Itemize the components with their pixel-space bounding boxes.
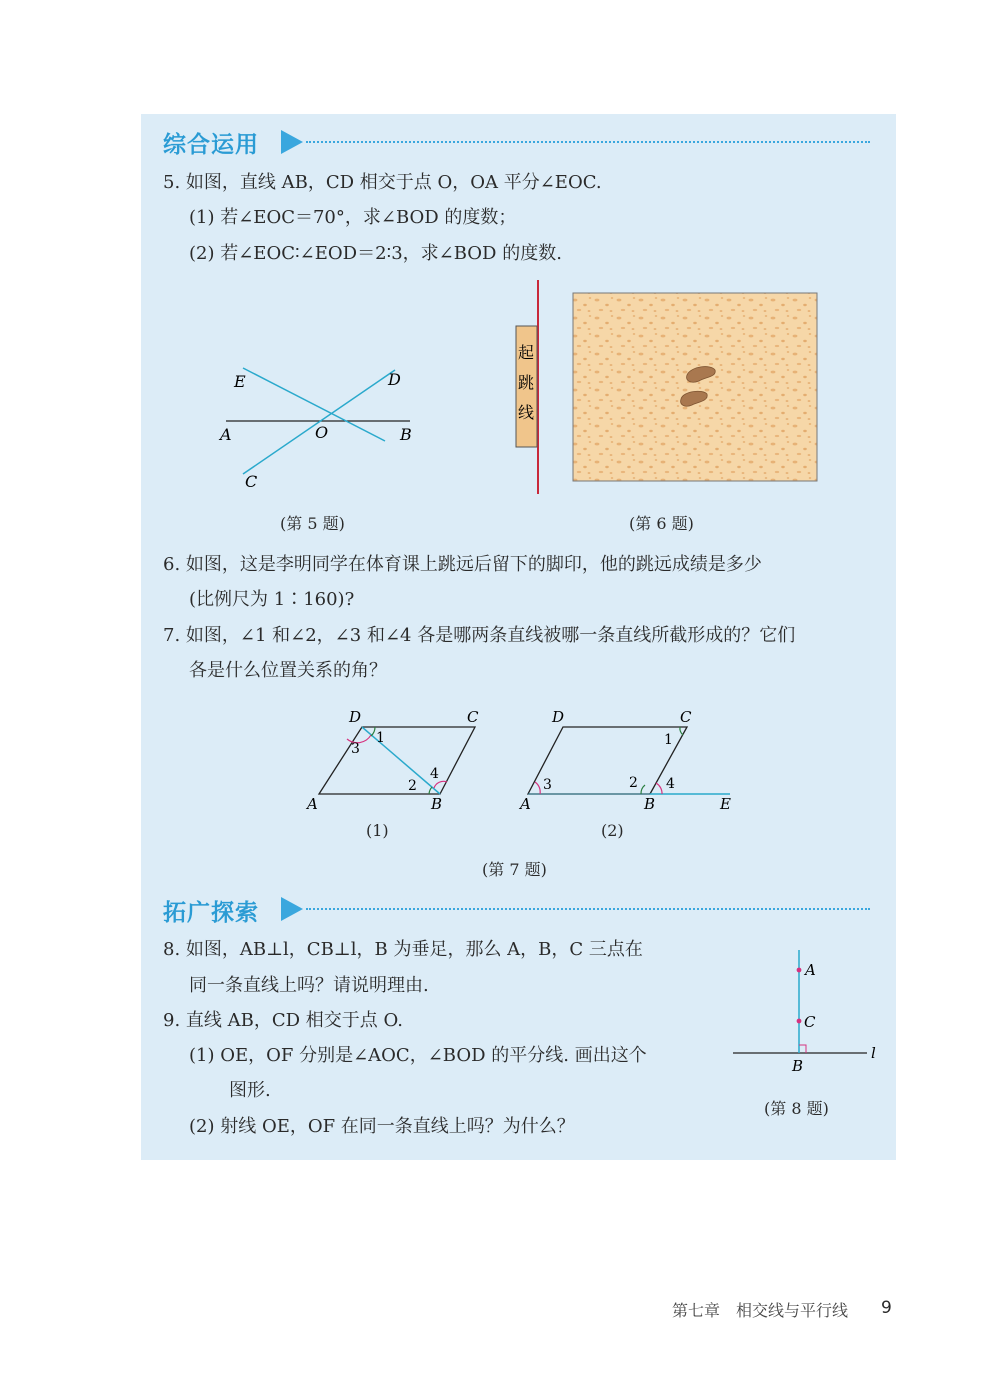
fig8-label-l: l <box>871 1044 876 1062</box>
q9-part1b: 图形. <box>229 1080 271 1101</box>
q6-caption: (第 6 题) <box>629 514 694 533</box>
fig1-angle-3: 3 <box>351 741 360 757</box>
fig8-label-c: C <box>804 1013 816 1031</box>
board-char-1: 起 <box>517 343 535 362</box>
q8-figure <box>725 945 885 1075</box>
fig1-label-c: C <box>467 708 479 726</box>
footer-chapter: 第七章 相交线与平行线 <box>672 1301 849 1320</box>
parallelogram-1 <box>319 727 475 794</box>
q7-figure-2 <box>515 705 740 815</box>
fig2-angle-1: 1 <box>664 732 673 748</box>
fig8-label-a: A <box>805 961 816 979</box>
play-arrow-icon <box>281 130 303 154</box>
right-angle-mark <box>799 1045 806 1053</box>
angle2-arc-2 <box>641 785 645 794</box>
q5-stem: 5. 如图，直线 AB，CD 相交于点 O，OA 平分∠EOC. <box>163 172 602 193</box>
fig2-angle-2: 2 <box>629 775 638 791</box>
fig1-angle-2: 2 <box>408 778 417 794</box>
fig1-label-b: B <box>431 795 443 813</box>
q7-fig1-sub: (1) <box>366 821 389 840</box>
label-b: B <box>400 425 412 444</box>
angle3-arc-2 <box>535 782 540 794</box>
fig1-label-d: D <box>349 708 362 726</box>
board-char-3: 线 <box>517 403 535 422</box>
q9-line1: 9. 直线 AB，CD 相交于点 O. <box>163 1010 403 1031</box>
fig2-angle-4: 4 <box>666 776 675 792</box>
fig2-label-c: C <box>680 708 692 726</box>
q5-part1: (1) 若∠EOC＝70°，求∠BOD 的度数； <box>189 207 517 228</box>
q5-caption: (第 5 题) <box>280 514 345 533</box>
diagonal-db <box>362 727 440 794</box>
angle1-arc <box>371 727 375 736</box>
q8-line2: 同一条直线上吗？请说明理由. <box>189 975 429 996</box>
section-heading-apply: 综合运用 <box>163 132 259 158</box>
fig2-label-b: B <box>644 795 656 813</box>
q6-line2: (比例尺为 1∶160)? <box>189 589 355 610</box>
q6-line1: 6. 如图，这是李明同学在体育课上跳远后留下的脚印，他的跳远成绩是多少 <box>163 554 762 575</box>
point-c <box>797 1019 802 1024</box>
q8-line1: 8. 如图，AB⊥l，CB⊥l，B 为垂足，那么 A，B，C 三点在 <box>163 939 643 960</box>
fig1-angle-4: 4 <box>430 766 439 782</box>
label-e: E <box>234 372 246 391</box>
q7-fig2-sub: (2) <box>601 821 624 840</box>
sand-pit <box>573 293 817 481</box>
dotted-divider <box>306 908 870 910</box>
angle4-arc-2 <box>656 783 662 794</box>
label-d: D <box>388 370 401 389</box>
point-a <box>797 968 802 973</box>
fig8-label-b: B <box>792 1057 804 1075</box>
line-cd <box>243 370 395 474</box>
dotted-divider <box>306 141 870 143</box>
label-a: A <box>220 425 232 444</box>
q6-figure <box>505 278 825 498</box>
q9-part2: (2) 射线 OE，OF 在同一条直线上吗？为什么？ <box>189 1116 575 1137</box>
q5-figure <box>210 360 430 495</box>
fig1-label-a: A <box>307 795 318 813</box>
q5-part2: (2) 若∠EOC∶∠EOD＝2∶3，求∠BOD 的度数. <box>189 243 562 264</box>
q7-line2: 各是什么位置关系的角？ <box>189 660 387 681</box>
angle1-arc-2 <box>680 727 683 735</box>
fig1-angle-1: 1 <box>376 730 385 746</box>
label-c: C <box>245 472 258 491</box>
fig2-angle-3: 3 <box>543 777 552 793</box>
q7-figure-1 <box>300 705 490 815</box>
board-char-2: 跳 <box>517 373 535 392</box>
fig2-label-a: A <box>520 795 531 813</box>
q8-caption: (第 8 题) <box>764 1099 829 1118</box>
q7-line1: 7. 如图，∠1 和∠2，∠3 和∠4 各是哪两条直线被哪一条直线所截形成的？它们 <box>163 625 796 646</box>
label-o: O <box>315 423 329 442</box>
q7-caption: (第 7 题) <box>482 860 547 879</box>
section-heading-explore: 拓广探索 <box>163 900 259 926</box>
fig2-label-d: D <box>552 708 565 726</box>
play-arrow-icon <box>281 897 303 921</box>
ray-oe <box>243 368 385 441</box>
q9-part1a: (1) OE，OF 分别是∠AOC，∠BOD 的平分线. 画出这个 <box>189 1045 647 1066</box>
page-number: 9 <box>881 1298 892 1318</box>
fig2-label-e: E <box>720 795 731 813</box>
angle2-arc <box>429 787 432 794</box>
